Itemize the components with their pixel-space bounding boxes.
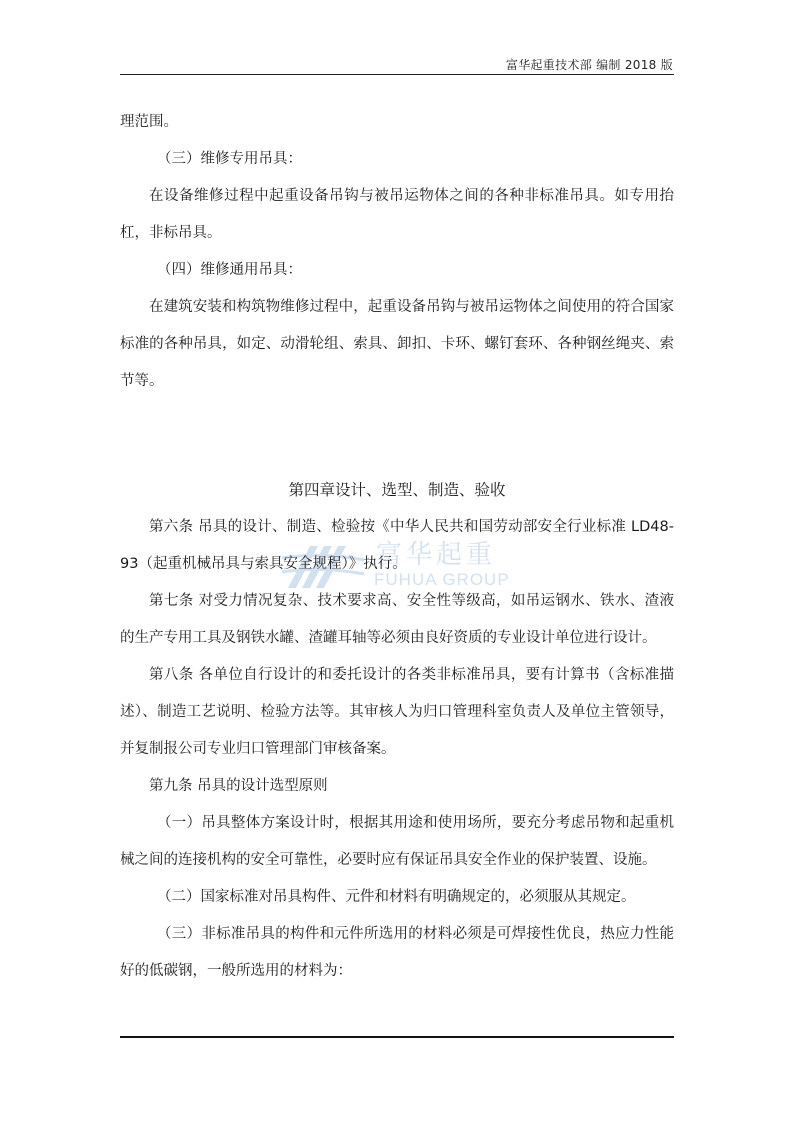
paragraph: 第六条 吊具的设计、制造、检验按《中华人民共和国劳动部安全行业标准 LD48-93（起重机械吊具与索具安全规程）》执行。 — [120, 519, 674, 572]
paragraph: （二）国家标准对吊具构件、元件和材料有明确规定的，必须服从其规定。 — [157, 889, 636, 905]
paragraph: 第八条 各单位自行设计的和委托设计的各类非标准吊具，要有计算书（含标准描述）、制造工艺说明、检验方法等。其审核人为归口管理科室负责人及单位主管领导，并复制报公司专业归口管理部门审核备案。 — [120, 667, 674, 757]
paragraph: 理范围。 — [120, 114, 178, 130]
watermark-en: FUHUA GROUP — [374, 570, 510, 589]
paragraph: 第七条 对受力情况复杂、技术要求高、安全性等级高，如吊运钢水、铁水、渣液的生产专用工具及钢铁水罐、渣罐耳轴等必须由良好资质的专业设计单位进行设计。 — [120, 593, 674, 646]
paragraph: 第九条 吊具的设计选型原则 — [149, 778, 328, 794]
paragraph: （四）维修通用吊具： — [157, 262, 302, 278]
header-text: 富华起重技术部 编制 2018 版 — [505, 58, 673, 72]
footer-rule — [120, 1036, 674, 1038]
paragraph: （三）维修专用吊具： — [157, 151, 302, 167]
paragraph: 在建筑安装和构筑物维修过程中，起重设备吊钩与被吊运物体之间使用的符合国家标准的各种吊具，如定、动滑轮组、索具、卸扣、卡环、螺钉套环、各种钢丝绳夹、索节等。 — [120, 299, 674, 389]
document-body — [120, 104, 674, 990]
paragraph: （三）非标准吊具的构件和元件所选用的材料必须是可焊接性优良，热应力性能好的低碳钢，一般所选用的材料为： — [120, 926, 674, 979]
section-gap — [120, 400, 674, 471]
paragraph: （一）吊具整体方案设计时，根据其用途和使用场所，要充分考虑吊物和起重机械之间的连接机构的安全可靠性，必要时应有保证吊具安全作业的保护装置、设施。 — [120, 815, 674, 868]
watermark-cn: 富华起重 — [376, 540, 497, 570]
chapter-title: 第四章设计、选型、制造、验收 — [288, 481, 506, 499]
paragraph: 在设备维修过程中起重设备吊钩与被吊运物体之间的各种非标准吊具。如专用抬杠，非标吊具。 — [120, 188, 674, 241]
header-rule — [120, 74, 674, 75]
